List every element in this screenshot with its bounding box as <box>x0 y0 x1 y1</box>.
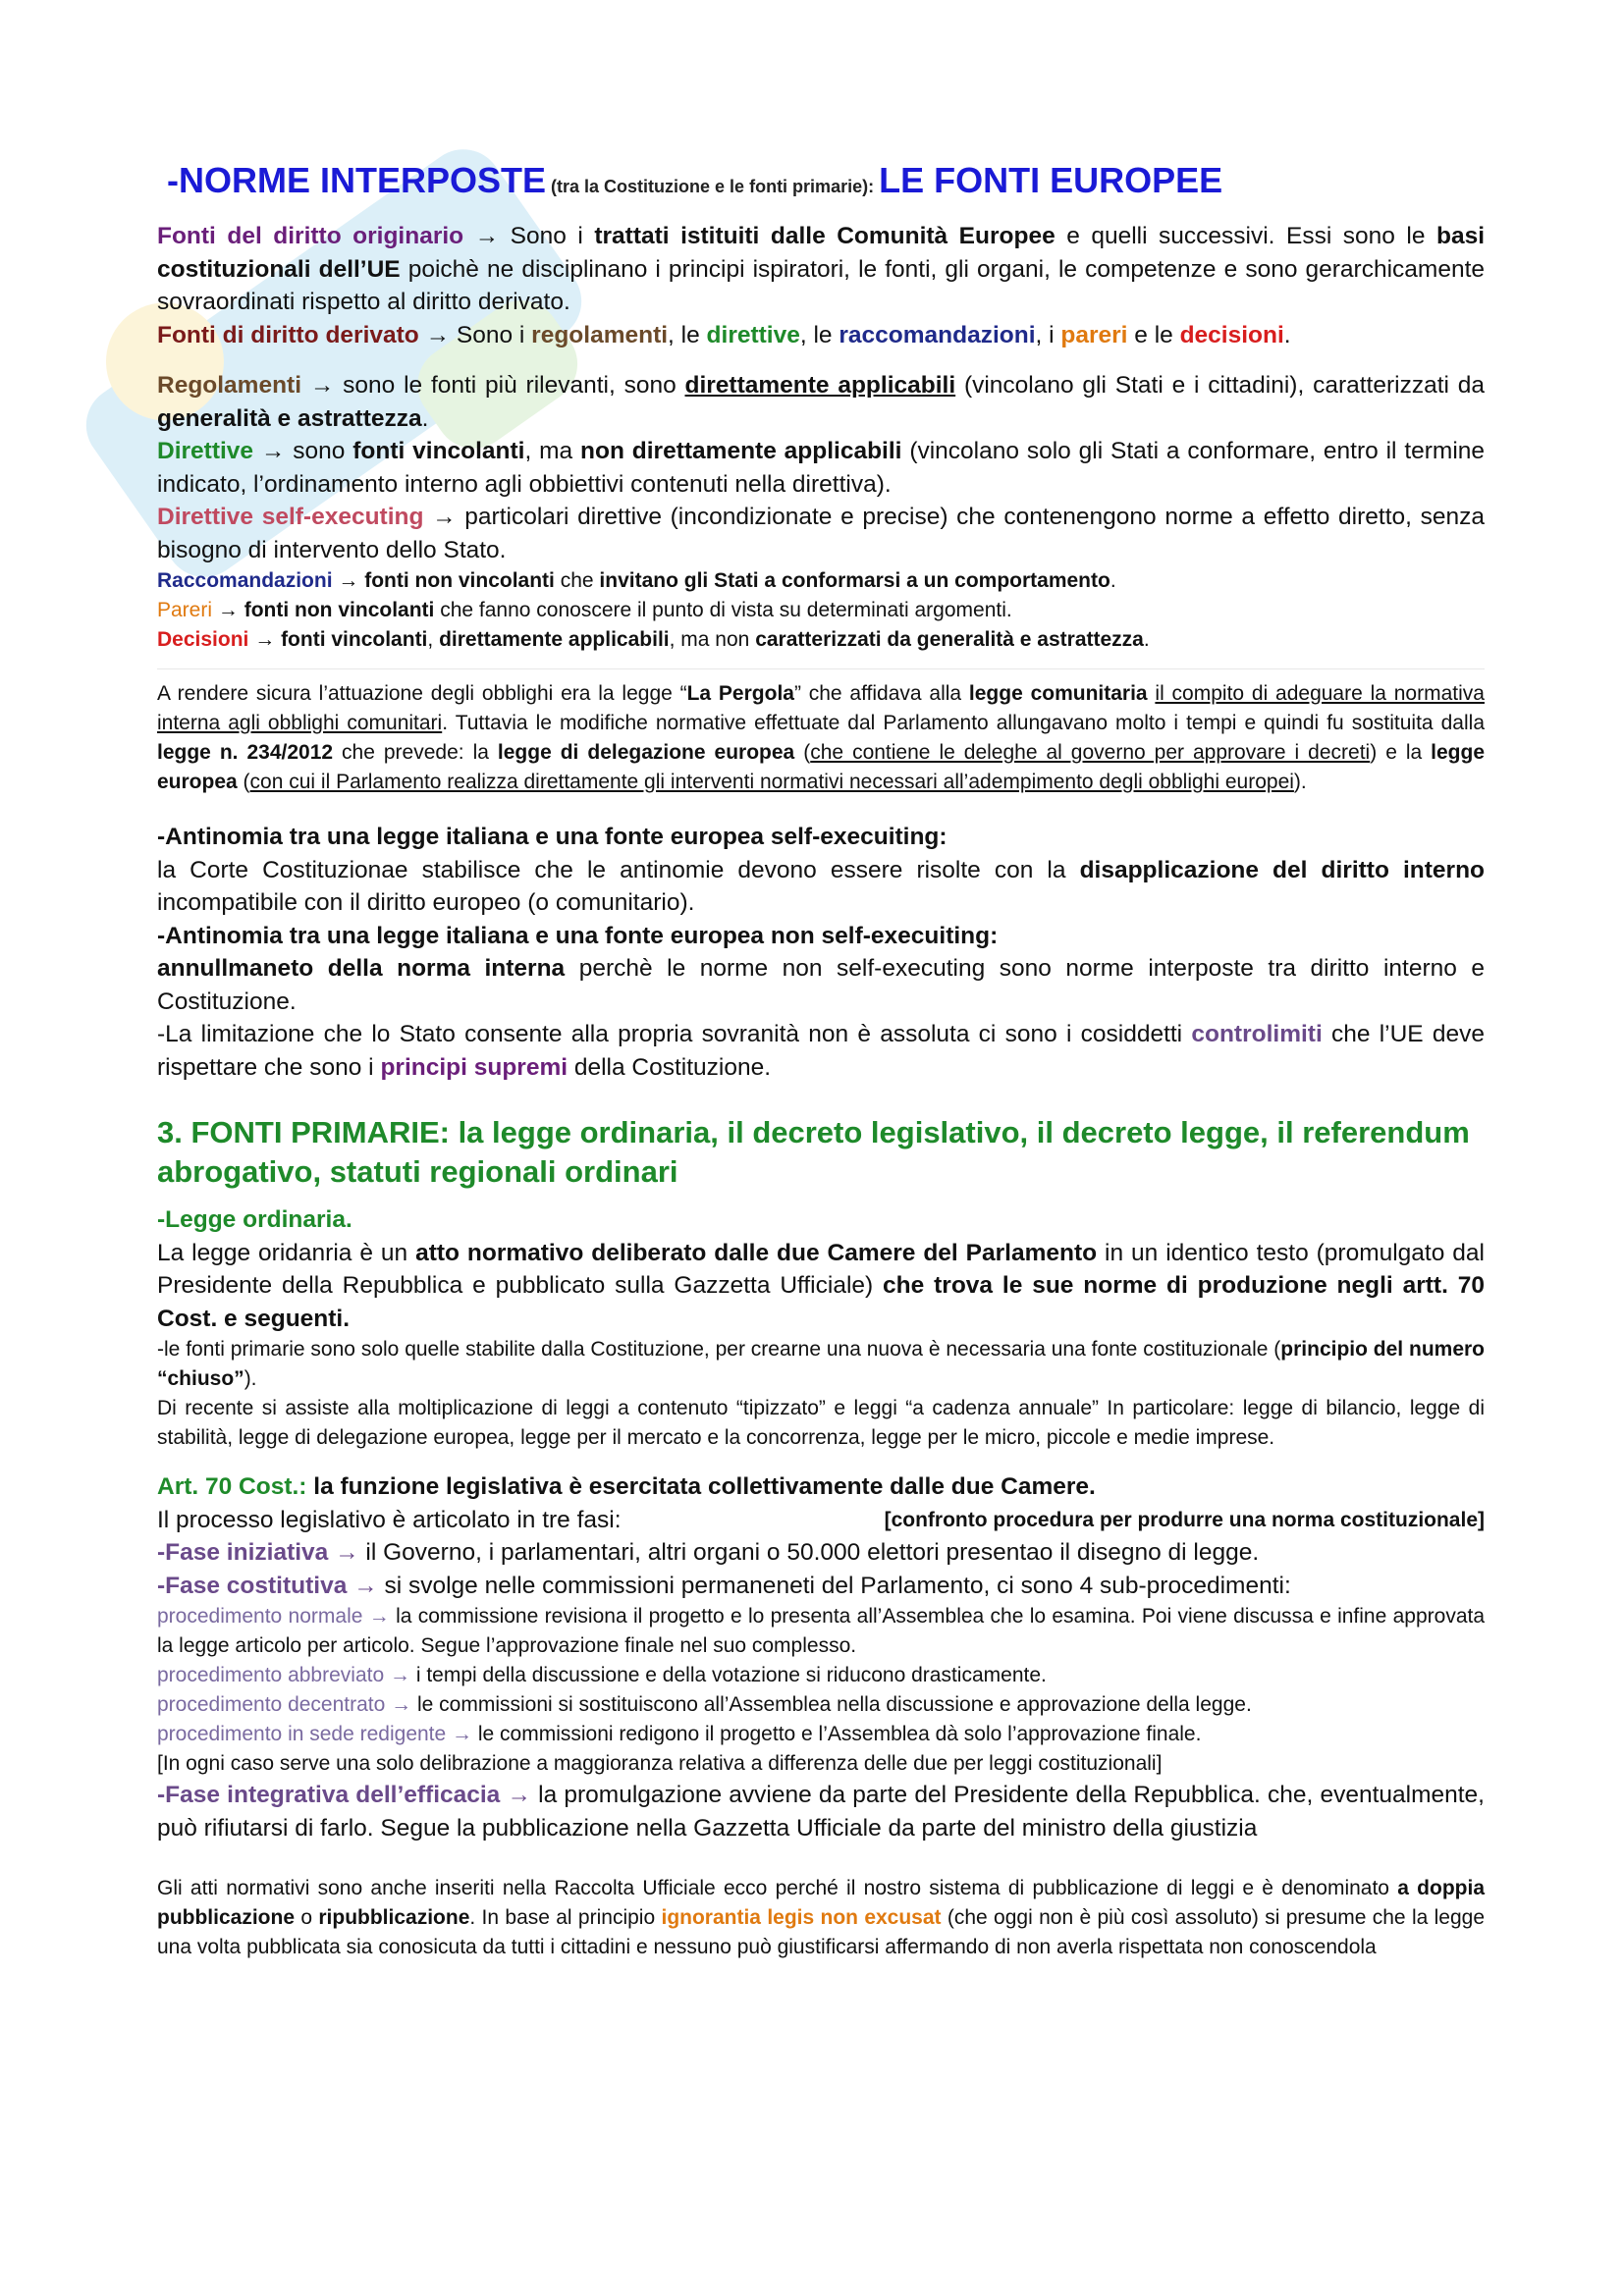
pubblicazione-paragraph: Gli atti normativi sono anche inseriti nella Raccolta Ufficiale ecco perché il nostro sistema di pubblicazione di leggi e è denominato a doppia pubblicazione o ripubblicazione. In base al principio ignorantia legis non excusat (che oggi non è più così assoluto) si presume che la legge una volta pubblicata sia conosicuta da tutti i cittadini e nessuno può giustificarsi affermando di non averla rispettata non conoscendola <box>157 1877 1486 1958</box>
arrow-right-icon: → <box>474 223 500 249</box>
arrow-right-icon: → <box>390 1664 410 1686</box>
arrow-right-icon: → <box>353 1572 378 1599</box>
arrow-right-icon: → <box>335 1539 359 1566</box>
raccomandazioni-paragraph: Raccomandazioni → fonti non vincolanti che invitano gli Stati a conformarsi a un comportamento. <box>157 569 1116 592</box>
antinomia-paragraph-2: annullmaneto della norma interna perchè le norme non self-executing sono norme interposte tra diritto interno e Costituzione. <box>157 955 1485 1015</box>
decisioni-paragraph: Decisioni → fonti vincolanti, direttamente applicabili, ma non caratterizzati da generalità e astrattezza. <box>157 628 1150 651</box>
antinomia-heading-2: -Antinomia tra una legge italiana e una fonte europea non self-execuiting: <box>157 922 999 949</box>
derivato-paragraph: Fonti di diritto derivato → Sono i regolamenti, le direttive, le raccomandazioni, i pareri e le decisioni. <box>157 321 1291 348</box>
arrow-right-icon: → <box>425 321 451 348</box>
processo-legislativo-row: Il processo legislativo è articolato in tre fasi: [confronto procedura per produrre una norma costituzionale] <box>157 1506 1485 1533</box>
fase-integrativa: -Fase integrativa dell’efficacia → la promulgazione avviene da parte del Presidente della Repubblica. che, eventualmente, può rifiutarsi di farlo. Segue la pubblicazione nella Gazzetta Ufficiale da parte del ministro della giustizia <box>157 1782 1485 1842</box>
self-executing-paragraph: Direttive self-executing → particolari direttive (incondizionate e precise) che contenengono norme a effetto diretto, senza bisogno di intervento dello Stato. <box>157 504 1485 563</box>
arrow-right-icon: → <box>432 504 457 530</box>
arrow-right-icon: → <box>217 599 239 621</box>
section-3-title: 3. FONTI PRIMARIE: la legge ordinaria, il decreto legislativo, il decreto legge, il referendum abrogativo, statuti regionali ordinari <box>157 1115 1470 1189</box>
procedimento-decentrato: procedimento decentrato → le commissioni si sostituiscono all’Assemblea nella discussione e approvazione della legge. <box>157 1693 1252 1716</box>
arrow-right-icon: → <box>254 628 276 651</box>
pergola-paragraph: A rendere sicura l’attuazione degli obblighi era la legge “La Pergola” che affidava alla legge comunitaria il compito di adeguare la normativa interna agli obblighi comunitari. Tuttavia le modifiche normative effettuate dal Parlamento allungavano molto i tempi e quindi fu sostituita dalla legge n. 234/2012 che prevede: la legge di delegazione europea (che contiene le deleghe al governo per approvare i decreti) e la legge europea (con cui il Parlamento realizza direttamente gli interventi normativi necessari all’adempimento degli obblighi europei). <box>157 668 1485 797</box>
procedimento-redigente: procedimento in sede redigente → le commissioni redigono il progetto e l’Assemblea dà solo l’approvazione finale. <box>157 1723 1202 1745</box>
arrow-right-icon: → <box>452 1723 473 1745</box>
pareri-paragraph: Pareri → fonti non vincolanti che fanno conoscere il punto di vista su determinati argomenti. <box>157 599 1012 621</box>
document-page <box>157 157 1485 1962</box>
legge-ordinaria-heading: -Legge ordinaria. <box>157 1206 352 1233</box>
regolamenti-paragraph: Regolamenti → sono le fonti più rilevanti, sono direttamente applicabili (vincolano gli Stati e i cittadini), caratterizzati da generalità e astrattezza. <box>157 372 1485 432</box>
page-title: -NORME INTERPOSTE (tra la Costituzione e le fonti primarie): LE FONTI EUROPEE <box>167 160 1223 200</box>
legge-ordinaria-paragraph: La legge oridanria è un atto normativo deliberato dalle due Camere del Parlamento in un identico testo (promulgato dal Presidente della Repubblica e pubblicato sulla Gazzetta Ufficiale) che trova le sue norme di produzione negli artt. 70 Cost. e seguenti. <box>157 1239 1486 1332</box>
fase-costitutiva: -Fase costitutiva → si svolge nelle commissioni permaneneti del Parlamento, ci sono 4 sub-procedimenti: <box>157 1572 1291 1599</box>
fase-iniziativa: -Fase iniziativa → il Governo, i parlamentari, altri organi o 50.000 elettori presentao il disegno di legge. <box>157 1539 1260 1566</box>
originario-paragraph: Fonti del diritto originario → Sono i trattati istituiti dalle Comunità Europee e quelli successivi. Essi sono le basi costituzionali dell’UE poichè ne disciplinano i principi ispiratori, le fonti, gli organi, le competenze e sono gerarchicamente sovraordinati rispetto al diritto derivato. <box>157 223 1486 315</box>
arrow-right-icon: → <box>260 438 286 464</box>
delibrazione-note: [In ogni caso serve una solo delibrazione a maggioranza relativa a differenza delle due per leggi costituzionali] <box>157 1752 1163 1775</box>
arrow-right-icon: → <box>309 372 335 399</box>
procedimento-abbreviato: procedimento abbreviato → i tempi della discussione e della votazione si riducono drasticamente. <box>157 1664 1047 1686</box>
art70-heading: Art. 70 Cost.: la funzione legislativa è esercitata collettivamente dalle due Camere. <box>157 1473 1096 1500</box>
numero-chiuso-paragraph: -le fonti primarie sono solo quelle stabilite dalla Costituzione, per crearne una nuova è necessaria una fonte costituzionale (principio del numero “chiuso”). <box>157 1338 1485 1390</box>
arrow-right-icon: → <box>507 1782 531 1808</box>
antinomia-heading-1: -Antinomia tra una legge italiana e una fonte europea self-execuiting: <box>157 824 947 850</box>
arrow-right-icon: → <box>368 1605 390 1628</box>
leggi-tipizzate-paragraph: Di recente si assiste alla moltiplicazione di leggi a contenuto “tipizzato” e leggi “a cadenza annuale” In particolare: legge di bilancio, legge di stabilità, legge di delegazione europea, legge per il mercato e la concorrenza, legge per le micro, piccole e medie imprese. <box>157 1397 1485 1449</box>
direttive-paragraph: Direttive → sono fonti vincolanti, ma non direttamente applicabili (vincolano solo gli Stati a conformare, entro il termine indicato, l’ordinamento interno agli obbiettivi contenuti nella direttiva). <box>157 438 1486 498</box>
procedimento-normale: procedimento normale → la commissione revisiona il progetto e lo presenta all’Assemblea che lo esamina. Poi viene discussa e infine approvata la legge articolo per articolo. Segue l’approvazione finale nel suo complesso. <box>157 1605 1486 1657</box>
controlimiti-paragraph: -La limitazione che lo Stato consente alla propria sovranità non è assoluta ci sono i cosiddetti controlimiti che l’UE deve rispettare che sono i principi supremi della Costituzione. <box>157 1021 1485 1081</box>
arrow-right-icon: → <box>338 569 359 592</box>
antinomia-paragraph-1: la Corte Costituzionae stabilisce che le antinomie devono essere risolte con la disapplicazione del diritto interno incompatibile con il diritto europeo (o comunitario). <box>157 856 1485 916</box>
arrow-right-icon: → <box>391 1693 412 1716</box>
